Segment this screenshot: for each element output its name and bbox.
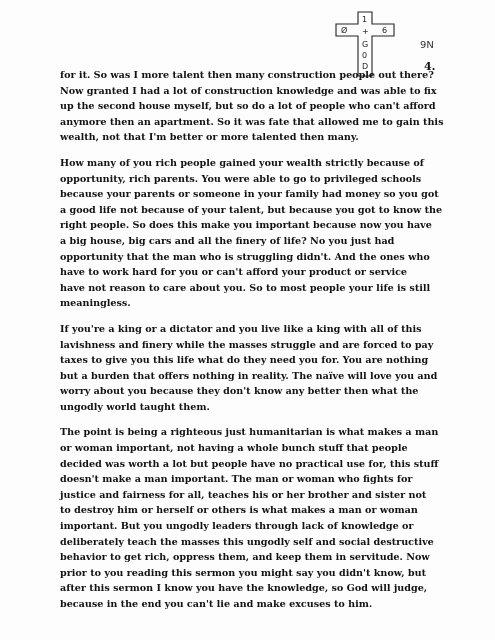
text-line: after this sermon I know you have the knowledge, so God will judge, [60,583,428,595]
paragraph-1 [60,68,465,146]
text-line: The point is being a righteous just humanitarian is what makes a man [60,427,439,439]
cross-mark-letter-g: G [362,40,369,49]
paragraph-3 [60,322,465,416]
text-line: taxes to give you this life what do they need you for. You are nothing [60,355,429,367]
text-line: for it. So was I more talent then many construction people out there? [60,70,434,81]
cross-mark-left: Ø [341,26,348,35]
text-line: How many of you rich people gained your wealth strictly because of [60,157,424,169]
text-line: decided was worth a lot but people have no practical use for, this stuff [60,458,439,470]
text-line: or woman important, not having a whole bunch stuff that people [60,443,408,455]
text-line: important. But you ungodly leaders through lack of knowledge or [60,521,414,533]
text-line: lavishness and finery while the masses struggle and are forced to pay [60,339,434,351]
text-line: because in the end you can't lie and make excuses to him. [60,599,373,610]
text-line: have to work hard for you or can't afford your product or service [60,267,408,279]
text-line: because your parents or someone in your family had money so you got [60,189,439,201]
text-line: have not reason to care about you. So to most people your life is still [60,282,431,294]
cross-mark-letter-o: 0 [362,51,368,60]
text-line: meaningless. [60,298,131,310]
handwritten-annotation: 9N [420,40,434,51]
text-line: wealth, not that I'm better or more talented then many. [60,132,359,144]
text-line: opportunity, rich parents. You were able to go to privileged schools [60,173,422,185]
text-line: to destroy him or herself or others is what makes a man or woman [60,505,418,517]
document-body [60,68,465,623]
text-line: deliberately teach the masses this ungodly self and social destructive [60,536,434,548]
paragraph-2 [60,156,465,312]
paragraph-4 [60,425,465,612]
text-line: Now granted I had a lot of construction knowledge and was able to fix [60,85,437,97]
cross-mark-right: 6 [382,26,388,35]
text-line: worry about you because they don't know any better then what the [60,386,419,398]
cross-mark-letter-d: D [362,62,369,71]
text-line: behavior to get rich, oppress them, and keep them in servitude. Now [60,552,430,564]
cross-mark-top: 1 [362,15,368,24]
text-line: doesn't make a man important. The man or woman who fights for [60,474,413,486]
text-line: prior to you reading this sermon you might say you didn't know, but [60,567,427,579]
text-line: but a burden that offers nothing in reality. The naïve will love you and [60,370,438,382]
text-line: justice and fairness for all, teaches his or her brother and sister not [60,489,427,501]
cross-mark-center: + [362,27,369,36]
text-line: a good life not because of your talent, but because you got to know the [60,204,443,216]
text-line: anymore then an apartment. So it was fate that allowed me to gain this [60,116,444,128]
text-line: up the second house myself, but so do a lot of people who can't afford [60,101,436,113]
page-number: 4. [424,60,436,73]
text-line: opportunity that the man who is struggling didn't. And the ones who [60,251,430,263]
text-line: ungodly world taught them. [60,401,210,413]
text-line: right people. So does this make you important because now you have [60,220,432,232]
text-line: a big house, big cars and all the finery of life? No you just had [60,235,395,247]
text-line: If you're a king or a dictator and you live like a king with all of this [60,323,422,335]
